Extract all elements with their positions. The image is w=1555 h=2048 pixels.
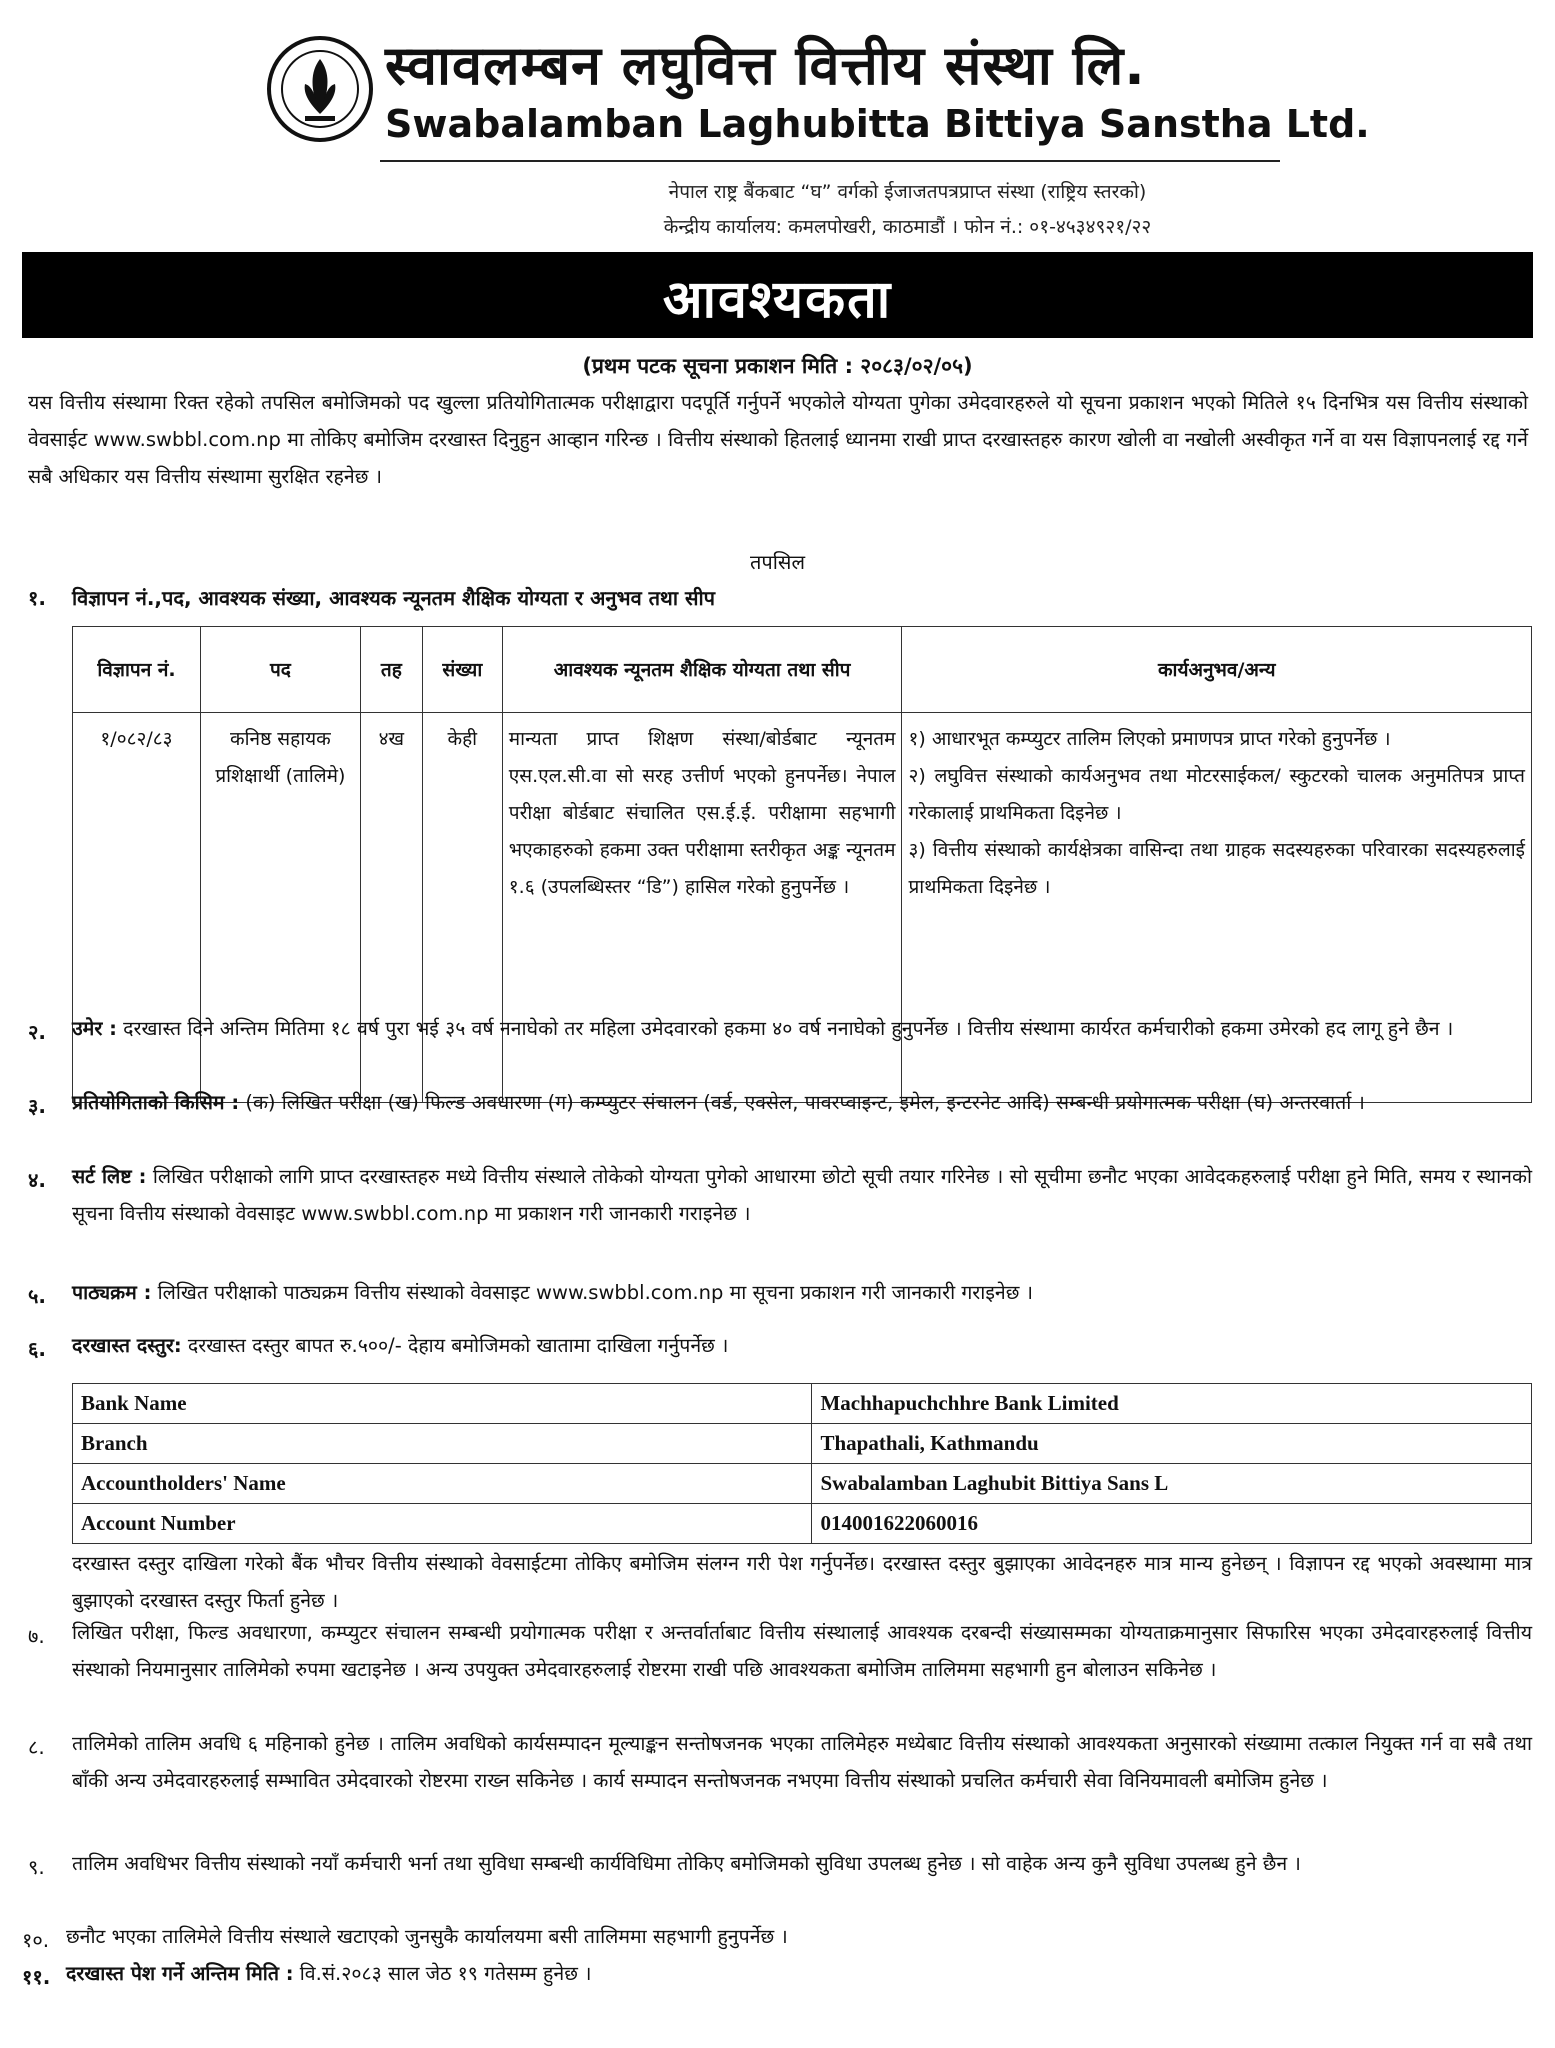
bank-value: 014001622060016 <box>812 1504 1532 1544</box>
section3-text: (क) लिखित परीक्षा (ख) फिल्ड अवधारणा (ग) कम्प्युटर संचालन (वर्ड, एक्सेल, पावरप्वाइन्ट, इमेल, इन्टरनेट आदि) सम्बन्धी प्रयोगात्मक परीक्षा (घ) अन्तरवार्ता । <box>245 1091 1365 1114</box>
section2-head: उमेर : <box>72 1017 117 1040</box>
section2-age <box>72 1010 1532 1047</box>
section2-text: दरखास्त दिने अन्तिम मितिमा १८ वर्ष पुरा भई ३५ वर्ष ननाघेको तर महिला उमेदवारको हकमा ४० वर्ष ननाघेको हुनुपर्नेछ । वित्तीय संस्थामा कार्यरत कर्मचारीको हकमा उमेरको हद लागू हुने छैन । <box>123 1017 1454 1040</box>
bank-label: Accountholders' Name <box>73 1464 812 1504</box>
section3-competition <box>72 1084 1532 1121</box>
publish-date: (प्रथम पटक सूचना प्रकाशन मिति : २०८३/०२/०५) <box>582 354 973 378</box>
section7-number: ७. <box>28 1624 45 1648</box>
section8-text: तालिमेको तालिम अवधि ६ महिनाको हुनेछ । तालिम अवधिको कार्यसम्पादन मूल्याङ्कन सन्तोषजनक भएका तालिमेहरु मध्येबाट वित्तीय संस्थाको आवश्यकता अनुसारको संख्यामा तत्काल नियुक्त गर्न वा सबै तथा बाँकी अन्य उमेदवारहरुलाई सम्भावित उमेदवारको रोष्टरमा राख्न सकिनेछ । कार्य सम्पादन सन्तोषजनक नभएमा वित्तीय संस्थाको प्रचलित कर्मचारी सेवा विनियमावली बमोजिम हुनेछ । <box>72 1732 1532 1792</box>
section5-number: ५. <box>28 1284 46 1308</box>
tapasil-heading: तपसिल <box>749 550 806 574</box>
section6-fee <box>72 1327 1532 1364</box>
section3-number: ३. <box>28 1094 46 1118</box>
header-level: तह <box>360 627 422 713</box>
section10-text: छनौट भएका तालिमेले वित्तीय संस्थाले खटाएको जुनसुकै कार्यालयमा बसी तालिममा सहभागी हुनुपर्नेछ । <box>66 1925 788 1948</box>
section4-head: सर्ट लिष्ट : <box>72 1165 147 1188</box>
section11-deadline <box>66 1955 1532 1992</box>
office-line: केन्द्रीय कार्यालय: कमलपोखरी, काठमाडौं । फोन नं.: ०१-४५३४९२१/२२ <box>663 216 1152 238</box>
section7-text: लिखित परीक्षा, फिल्ड अवधारणा, कम्प्युटर संचालन सम्बन्धी प्रयोगात्मक परीक्षा र अन्तर्वार्ताबाट वित्तीय संस्थालाई आवश्यक दरबन्दी संख्यासम्मका योग्यताक्रमानुसार सिफारिस भएका उमेदवारहरुलाई वित्तीय संस्थाको नियमानुसार तालिमेको रुपमा खटाइनेछ । अन्य उपयुक्त उमेदवारहरुलाई रोष्टरमा राखी पछि आवश्यकता बमोजिम तालिममा सहभागी हुन बोलाउन सकिनेछ । <box>72 1621 1532 1681</box>
table-row <box>73 1384 1532 1424</box>
cell-level: ४ख <box>360 713 422 1103</box>
bank-value: Machhapuchchhre Bank Limited <box>812 1384 1532 1424</box>
section6-after-text: दरखास्त दस्तुर दाखिला गरेको बैंक भौचर वित्तीय संस्थाको वेवसाईटमा तोकिए बमोजिम संलग्न गरी पेश गर्नुपर्नेछ। दरखास्त दस्तुर बुझाएका आवेदनहरु मात्र मान्य हुनेछन् । विज्ञापन रद्द भएको अवस्थामा मात्र बुझाएको दरखास्त दस्तुर फिर्ता हुनेछ । <box>72 1552 1532 1612</box>
header-qualification: आवश्यक न्यूनतम शैक्षिक योग्यता तथा सीप <box>502 627 902 713</box>
section4-number: ४. <box>28 1168 46 1192</box>
experience-item-2: २) लघुवित्त संस्थाको कार्यअनुभव तथा मोटरसाईकल/ स्कुटरको चालक अनुमतिपत्र प्राप्त गरेकालाई प्राथमिकता दिइनेछ । <box>908 765 1525 824</box>
cell-post: कनिष्ठ सहायक प्रशिक्षार्थी (तालिमे) <box>200 713 360 1103</box>
section1-number: १. <box>28 586 46 610</box>
section1-title: विज्ञापन नं.,पद, आवश्यक संख्या, आवश्यक न्यूनतम शैक्षिक योग्यता र अनुभव तथा सीप <box>72 586 716 610</box>
section8-number: ८. <box>28 1735 45 1759</box>
bank-details-table <box>72 1383 1532 1544</box>
section5-syllabus <box>72 1274 1532 1311</box>
bank-value: Swabalamban Laghubit Bittiya Sans L <box>812 1464 1532 1504</box>
header-count: संख्या <box>422 627 502 713</box>
section10-number: १०. <box>22 1928 50 1952</box>
header-post: पद <box>200 627 360 713</box>
section9-text: तालिम अवधिभर वित्तीय संस्थाको नयाँ कर्मचारी भर्ना तथा सुविधा सम्बन्धी कार्यविधिमा तोकिए बमोजिमको सुविधा उपलब्ध हुनेछ । सो वाहेक अन्य कुनै सुविधा उपलब्ध हुने छैन । <box>72 1852 1301 1875</box>
org-name-nepali: स्वावलम्बन लघुवित्त वित्तीय संस्था लि. <box>385 34 1146 97</box>
section5-head: पाठ्यक्रम : <box>72 1281 152 1304</box>
table-header-row <box>73 627 1532 713</box>
banner-title: आवश्यकता <box>662 270 893 330</box>
section6-text: दरखास्त दस्तुर बापत रु.५००/- देहाय बमोजिमको खातामा दाखिला गर्नुपर्नेछ । <box>187 1334 729 1357</box>
cell-count: केही <box>422 713 502 1103</box>
section4-text: लिखित परीक्षाको लागि प्राप्त दरखास्तहरु मध्ये वित्तीय संस्थाले तोकेको योग्यता पुगेको आधारमा छोटो सूची तयार गरिनेछ । सो सूचीमा छनौट भएका आवेदकहरुलाई परीक्षा हुने मिति, समय र स्थानको सूचना वित्तीय संस्थाको वेवसाइट www.swbbl.com.np मा प्रकाशन गरी जानकारी गराइनेछ । <box>72 1165 1533 1225</box>
section2-number: २. <box>28 1020 46 1044</box>
section11-head: दरखास्त पेश गर्ने अन्तिम मिति : <box>66 1962 294 1985</box>
section9-number: ९. <box>28 1855 45 1879</box>
emblem-seal-icon <box>265 34 375 144</box>
cell-adv-no: १/०८२/८३ <box>73 713 201 1103</box>
table-row <box>73 1464 1532 1504</box>
section4-shortlist <box>72 1158 1532 1232</box>
cell-qualification: मान्यता प्राप्त शिक्षण संस्था/बोर्डबाट न्यूनतम एस.एल.सी.वा सो सरह उत्तीर्ण भएको हुनपर्नेछ। नेपाल परीक्षा बोर्डबाट संचालित एस.ई.ई. परीक्षामा सहभागी भएकाहरुको हकमा उक्त परीक्षामा स्तरीकृत अङ्क न्यूनतम १.६ (उपलब्धिस्तर “डि”) हासिल गरेको हुनुपर्नेछ । <box>502 713 902 1103</box>
intro-paragraph: यस वित्तीय संस्थामा रिक्त रहेको तपसिल बमोजिमको पद खुल्ला प्रतियोगितात्मक परीक्षाद्वारा पदपूर्ति गर्नुपर्ने भएकोले योग्यता पुगेका उमेदवारहरुले यो सूचना प्रकाशन भएको मितिले १५ दिनभित्र यस वित्तीय संस्थाको वेवसाईट www.swbbl.com.np मा तोकिए बमोजिम दरखास्त दिनुहुन आव्हान गरिन्छ । वित्तीय संस्थाको हितलाई ध्यानमा राखी प्राप्त दरखास्तहरु कारण खोली वा नखोली अस्वीकृत गर्ने वा यस विज्ञापनलाई रद्द गर्ने सबै अधिकार यस वित्तीय संस्थामा सुरक्षित रहनेछ । <box>28 391 1528 488</box>
bank-label: Branch <box>73 1424 812 1464</box>
header-divider <box>380 160 1280 162</box>
section6-head: दरखास्त दस्तुर: <box>72 1334 182 1357</box>
org-header <box>265 18 1370 158</box>
table-row <box>73 1504 1532 1544</box>
experience-item-3: ३) वित्तीय संस्थाको कार्यक्षेत्रका वासिन्दा तथा ग्राहक सदस्यहरुका परिवारका सदस्यहरुलाई प्राथमिकता दिइनेछ । <box>908 839 1525 898</box>
section5-text: लिखित परीक्षाको पाठ्यक्रम वित्तीय संस्थाको वेवसाइट www.swbbl.com.np मा सूचना प्रकाशन गरी जानकारी गराइनेछ । <box>157 1281 1033 1304</box>
header-experience: कार्यअनुभव/अन्य <box>902 627 1532 713</box>
section11-number: ११. <box>22 1965 51 1989</box>
section6-number: ६. <box>28 1337 46 1361</box>
table-row <box>73 1424 1532 1464</box>
bank-label: Bank Name <box>73 1384 812 1424</box>
header-adv-no: विज्ञापन नं. <box>73 627 201 713</box>
section3-head: प्रतियोगिताको किसिम : <box>72 1091 240 1114</box>
vacancy-banner <box>22 252 1533 338</box>
bank-value: Thapathali, Kathmandu <box>812 1424 1532 1464</box>
org-name-english: Swabalamban Laghubitta Bittiya Sanstha Ltd. <box>385 102 1370 146</box>
experience-item-1: १) आधारभूत कम्प्युटर तालिम लिएको प्रमाणपत्र प्राप्त गरेको हुनुपर्नेछ । <box>908 728 1391 750</box>
license-line: नेपाल राष्ट्र बैंकबाट “घ” वर्गको ईजाजतपत्रप्राप्त संस्था (राष्ट्रिय स्तरको) <box>668 181 1147 203</box>
section11-text: वि.सं.२०८३ साल जेठ १९ गतेसम्म हुनेछ । <box>299 1962 592 1985</box>
bank-label: Account Number <box>73 1504 812 1544</box>
